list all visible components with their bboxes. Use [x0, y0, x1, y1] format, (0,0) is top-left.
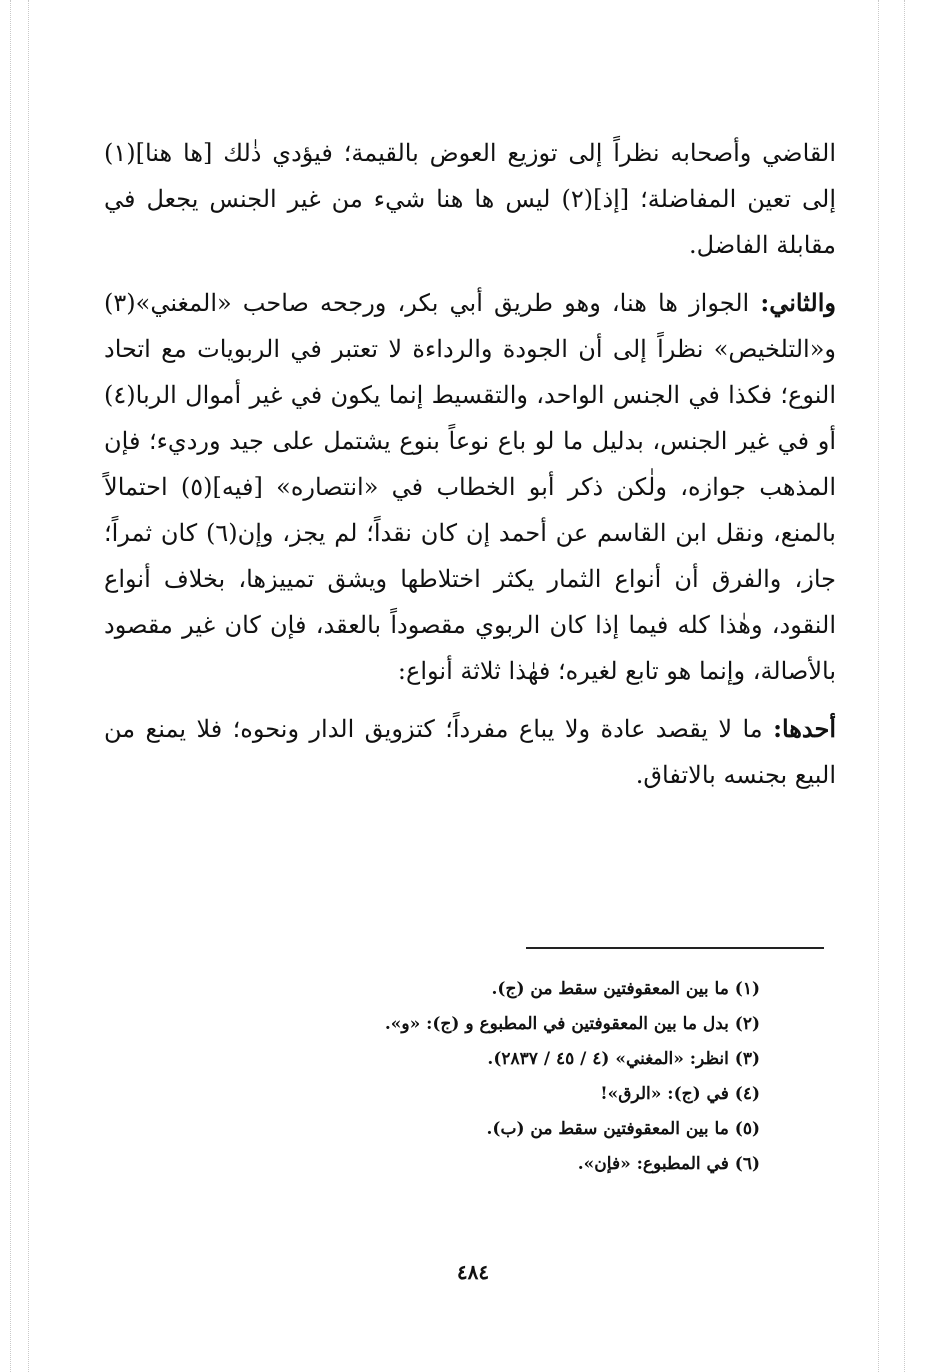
paragraph	[104, 280, 836, 694]
scan-margin-line	[878, 0, 879, 1372]
paragraph-lead: والثاني:	[760, 288, 836, 317]
paragraph-body: ما لا يقصد عادة ولا يباع مفرداً؛ كتزويق الدار ونحوه؛ فلا يمنع من البيع بجنسه بالاتفاق.	[104, 715, 836, 789]
page-number: ٤٨٤	[456, 1260, 490, 1284]
footnote: (٤) في (ج): «الرق»!	[600, 1084, 760, 1104]
paragraph	[104, 130, 836, 268]
scan-margin-line	[10, 0, 11, 1372]
footnote: (٥) ما بين المعقوفتين سقط من (ب).	[486, 1119, 760, 1139]
paragraph-lead: أحدها:	[773, 714, 837, 743]
main-text	[104, 130, 836, 810]
paragraph-body: القاضي وأصحابه نظراً إلى توزيع العوض بالقيمة؛ فيؤدي ذٰلك [ها هنا](١) إلى تعين المفاضلة؛ [إذ](٢) ليس ها هنا شيء من غير الجنس يجعل في مقابلة الفاضل.	[104, 139, 836, 259]
paragraph	[104, 706, 836, 798]
footnotes	[300, 972, 760, 1182]
footnote-separator	[526, 947, 824, 949]
scan-margin-line	[28, 0, 29, 1372]
footnote: (٢) بدل ما بين المعقوفتين في المطبوع و (ج): «و».	[384, 1014, 760, 1034]
scan-margin-line	[904, 0, 905, 1372]
paragraph-body: الجواز ها هنا، وهو طريق أبي بكر، ورجحه صاحب «المغني»(٣) و«التلخيص» نظراً إلى أن الجودة والرداءة لا تعتبر في الربويات مع اتحاد النوع؛ فكذا في الجنس الواحد، والتقسيط إنما يكون في غير أموال الربا(٤) أو في غير الجنس، بدليل ما لو باع نوعاً بنوع يشتمل على جيد ورديء؛ فإن المذهب جوازه، ولٰكن ذكر أبو الخطاب في «انتصاره» [فيه](٥) احتمالاً بالمنع، ونقل ابن القاسم عن أحمد إن كان نقداً؛ لم يجز، وإن(٦) كان ثمراً؛ جاز، والفرق أن أنواع الثمار يكثر اختلاطها ويشق تمييزها، بخلاف أنواع النقود، وهٰذا كله فيما إذا كان الربوي مقصوداً بالعقد، فإن كان غير مقصود بالأصالة، وإنما هو تابع لغيره؛ فهٰذا ثلاثة أنواع:	[104, 289, 836, 685]
footnote: (٦) في المطبوع: «فإن».	[577, 1154, 760, 1174]
footnote: (٣) انظر: «المغني» (٤ / ٤٥ / ٢٨٣٧).	[487, 1049, 760, 1069]
footnote: (١) ما بين المعقوفتين سقط من (ج).	[491, 979, 760, 999]
